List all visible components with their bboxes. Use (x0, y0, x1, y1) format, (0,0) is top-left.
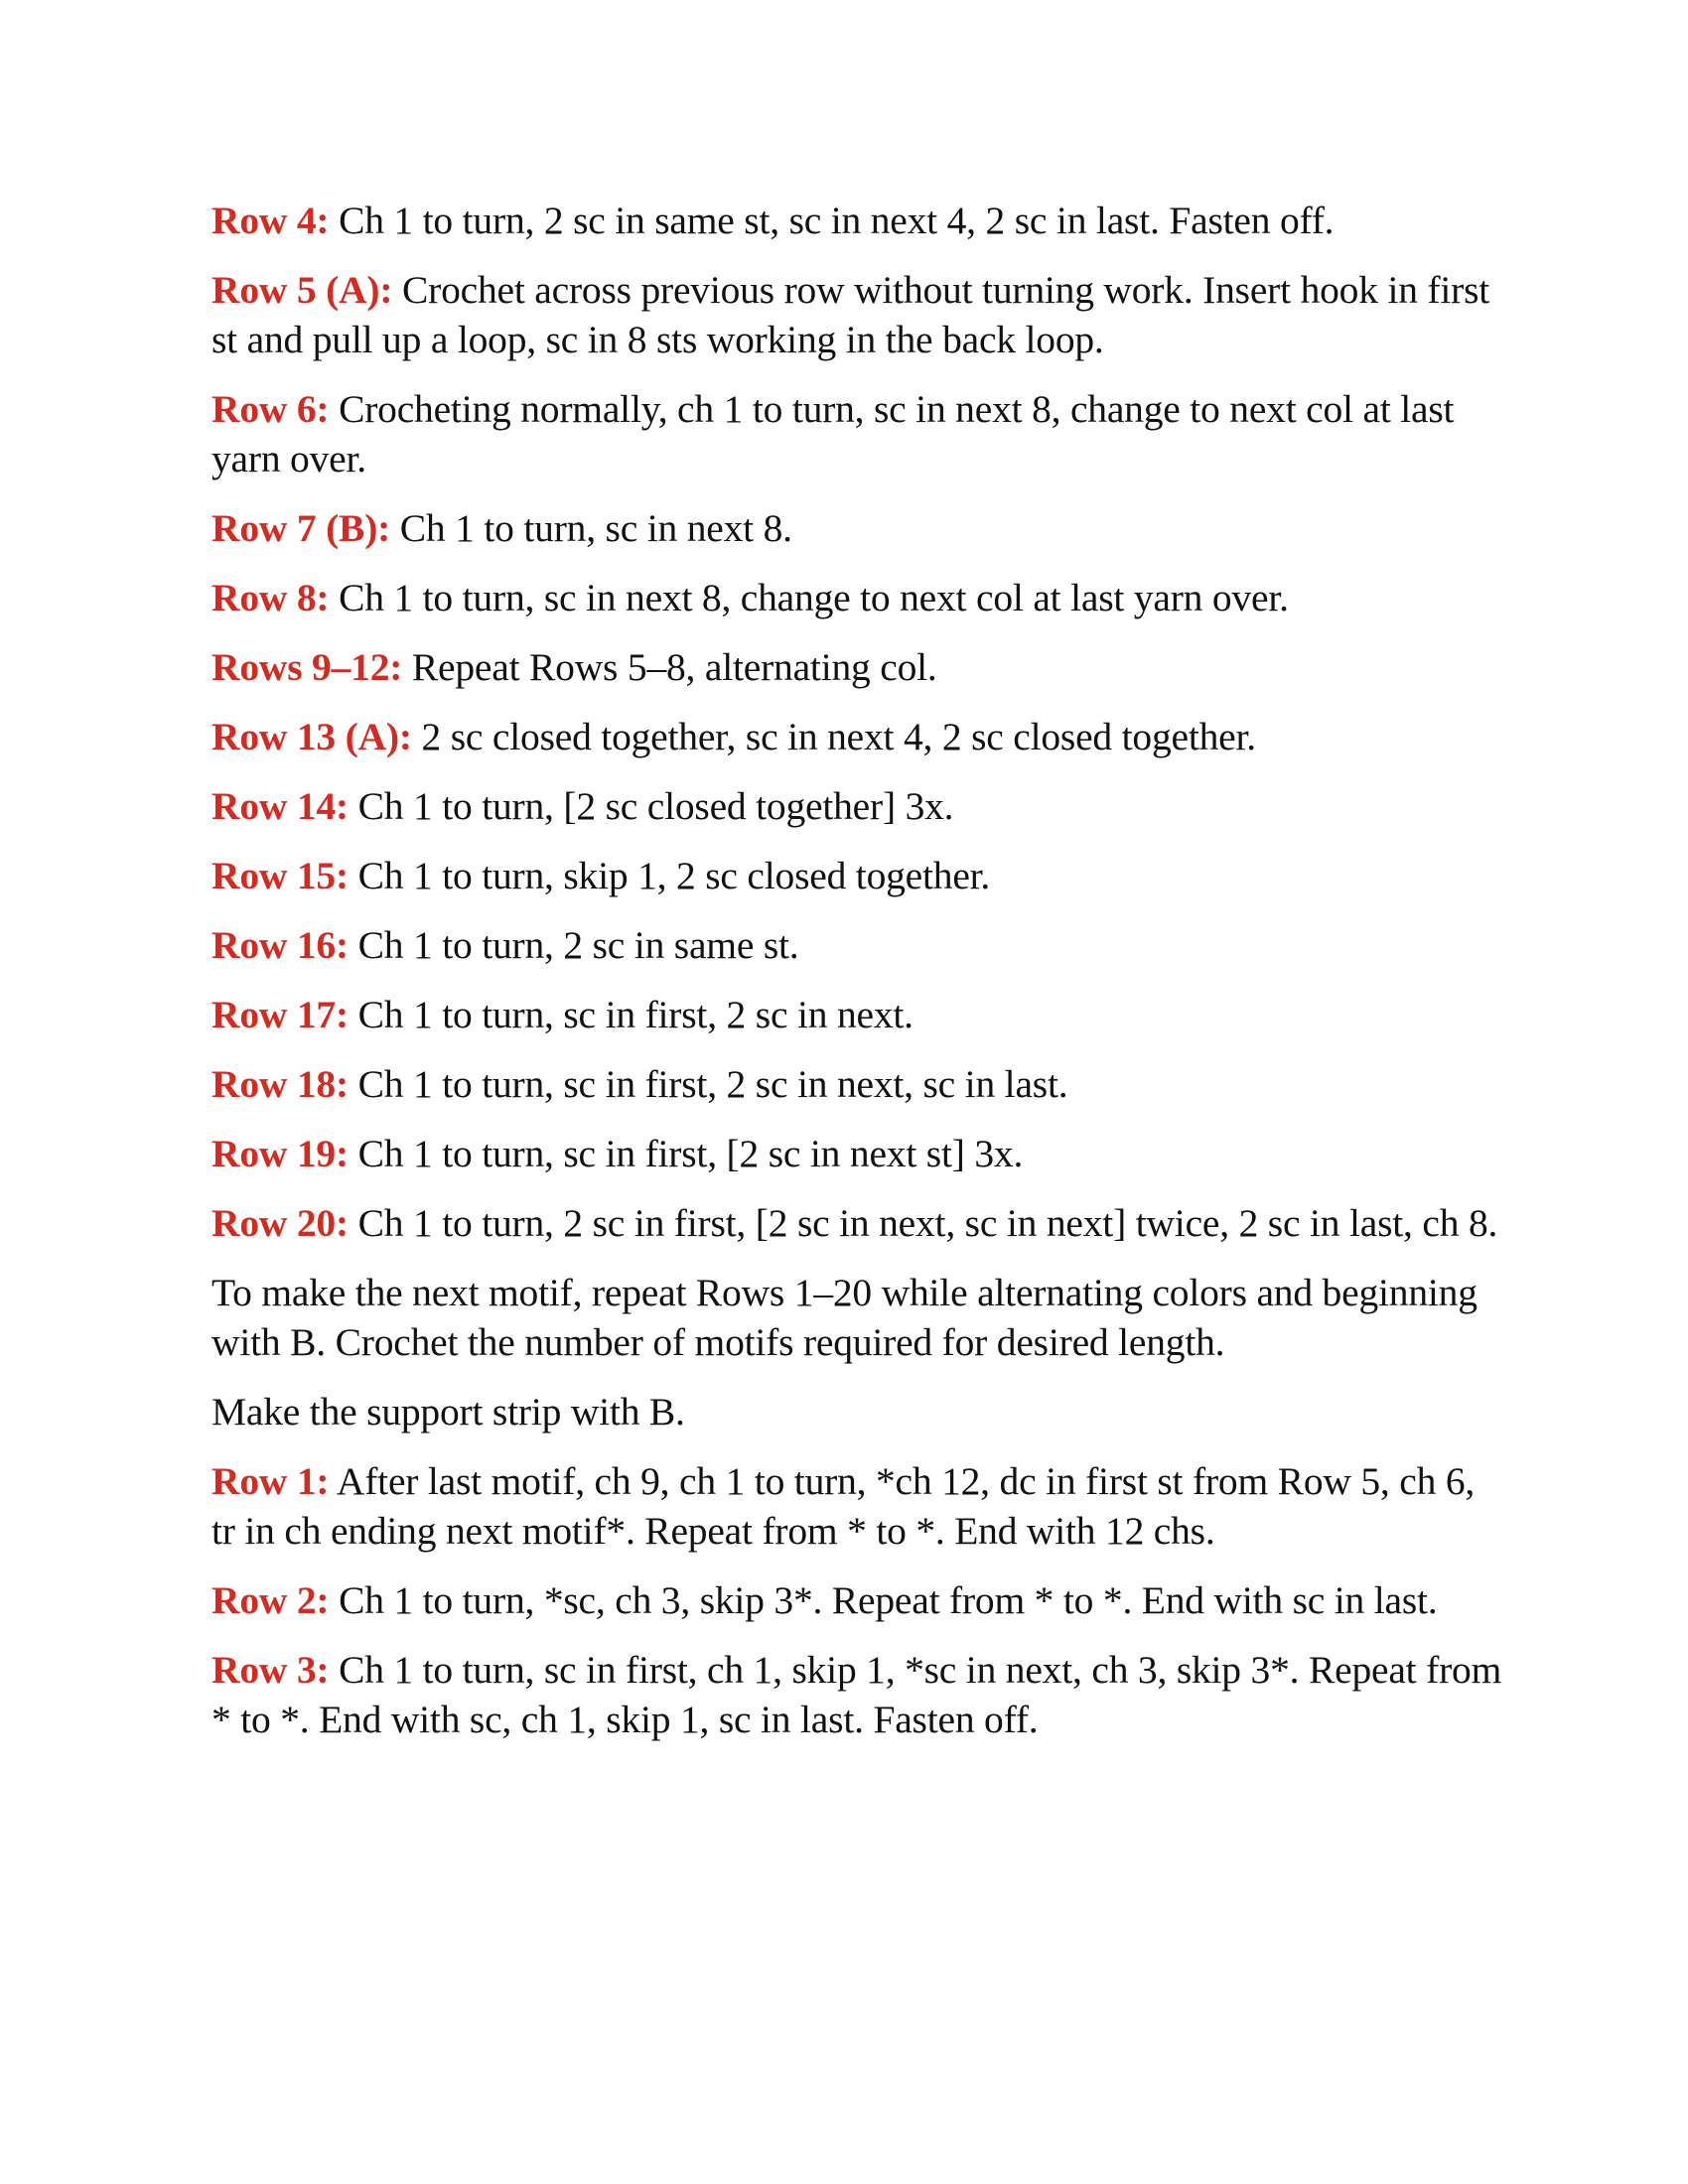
strip-row-2-instruction (211, 1575, 1502, 1625)
row-19-instruction (211, 1129, 1502, 1178)
row-20-instruction (211, 1198, 1502, 1248)
row-18-instruction (211, 1059, 1502, 1109)
row-label: Row 4: (211, 199, 330, 242)
row-label: Row 15: (211, 854, 349, 897)
row-text: Ch 1 to turn, sc in first, ch 1, skip 1, *sc in next, ch 3, skip 3*. Repeat from * to *. End with sc, ch 1, skip 1, sc in last. Fasten off. (211, 1648, 1502, 1741)
row-6-instruction (211, 384, 1502, 483)
row-label: Row 18: (211, 1062, 349, 1106)
row-text: Ch 1 to turn, 2 sc in first, [2 sc in next, sc in next] twice, 2 sc in last, ch 8. (348, 1201, 1498, 1245)
document-page (211, 196, 1502, 1764)
row-label: Row 2: (211, 1578, 330, 1622)
row-label: Row 16: (211, 923, 349, 967)
row-17-instruction (211, 990, 1502, 1039)
row-15-instruction (211, 851, 1502, 900)
row-text: Crocheting normally, ch 1 to turn, sc in next 8, change to next col at last yarn over. (211, 387, 1455, 480)
row-label: Rows 9–12: (211, 645, 403, 689)
row-label: Row 3: (211, 1648, 330, 1692)
row-7-instruction (211, 503, 1502, 553)
row-text: Ch 1 to turn, [2 sc closed together] 3x. (348, 784, 954, 828)
row-text: Crochet across previous row without turning work. Insert hook in first st and pull up a loop, sc in 8 sts working in the back loop. (211, 268, 1490, 361)
row-text: Ch 1 to turn, sc in first, 2 sc in next. (348, 993, 914, 1036)
row-14-instruction (211, 781, 1502, 831)
row-5-instruction (211, 265, 1502, 364)
row-label: Row 1: (211, 1459, 330, 1503)
row-text: 2 sc closed together, sc in next 4, 2 sc closed together. (411, 715, 1256, 758)
row-label: Row 17: (211, 993, 349, 1036)
paragraph-text: To make the next motif, repeat Rows 1–20 while alternating colors and beginning with B. Crochet the number of motifs required for desired length. (211, 1271, 1477, 1364)
row-8-instruction (211, 573, 1502, 622)
strip-row-1-instruction (211, 1456, 1502, 1556)
strip-row-3-instruction (211, 1645, 1502, 1744)
row-text: Ch 1 to turn, sc in first, [2 sc in next st] 3x. (348, 1132, 1024, 1175)
row-label: Row 20: (211, 1201, 349, 1245)
row-text: Ch 1 to turn, sc in next 8, change to next col at last yarn over. (329, 576, 1289, 619)
row-text: Ch 1 to turn, sc in next 8. (390, 506, 792, 550)
row-label: Row 13 (A): (211, 715, 412, 758)
row-13-instruction (211, 712, 1502, 761)
row-text: After last motif, ch 9, ch 1 to turn, *ch 12, dc in first st from Row 5, ch 6, tr in ch ending next motif*. Repeat from * to *. End with 12 chs. (211, 1459, 1476, 1553)
row-text: Ch 1 to turn, *sc, ch 3, skip 3*. Repeat from * to *. End with sc in last. (329, 1578, 1438, 1622)
row-16-instruction (211, 920, 1502, 970)
row-text: Ch 1 to turn, 2 sc in same st, sc in next 4, 2 sc in last. Fasten off. (329, 199, 1335, 242)
row-4-instruction (211, 196, 1502, 245)
row-label: Row 8: (211, 576, 330, 619)
row-text: Ch 1 to turn, skip 1, 2 sc closed together. (348, 854, 991, 897)
row-label: Row 5 (A): (211, 268, 393, 312)
row-label: Row 19: (211, 1132, 349, 1175)
row-label: Row 6: (211, 387, 330, 431)
next-motif-paragraph (211, 1268, 1502, 1367)
paragraph-text: Make the support strip with B. (211, 1390, 685, 1433)
row-text: Ch 1 to turn, 2 sc in same st. (348, 923, 799, 967)
row-text: Repeat Rows 5–8, alternating col. (402, 645, 937, 689)
support-strip-paragraph (211, 1387, 1502, 1436)
rows-9-12-instruction (211, 642, 1502, 692)
row-label: Row 14: (211, 784, 349, 828)
row-label: Row 7 (B): (211, 506, 391, 550)
row-text: Ch 1 to turn, sc in first, 2 sc in next, sc in last. (348, 1062, 1068, 1106)
